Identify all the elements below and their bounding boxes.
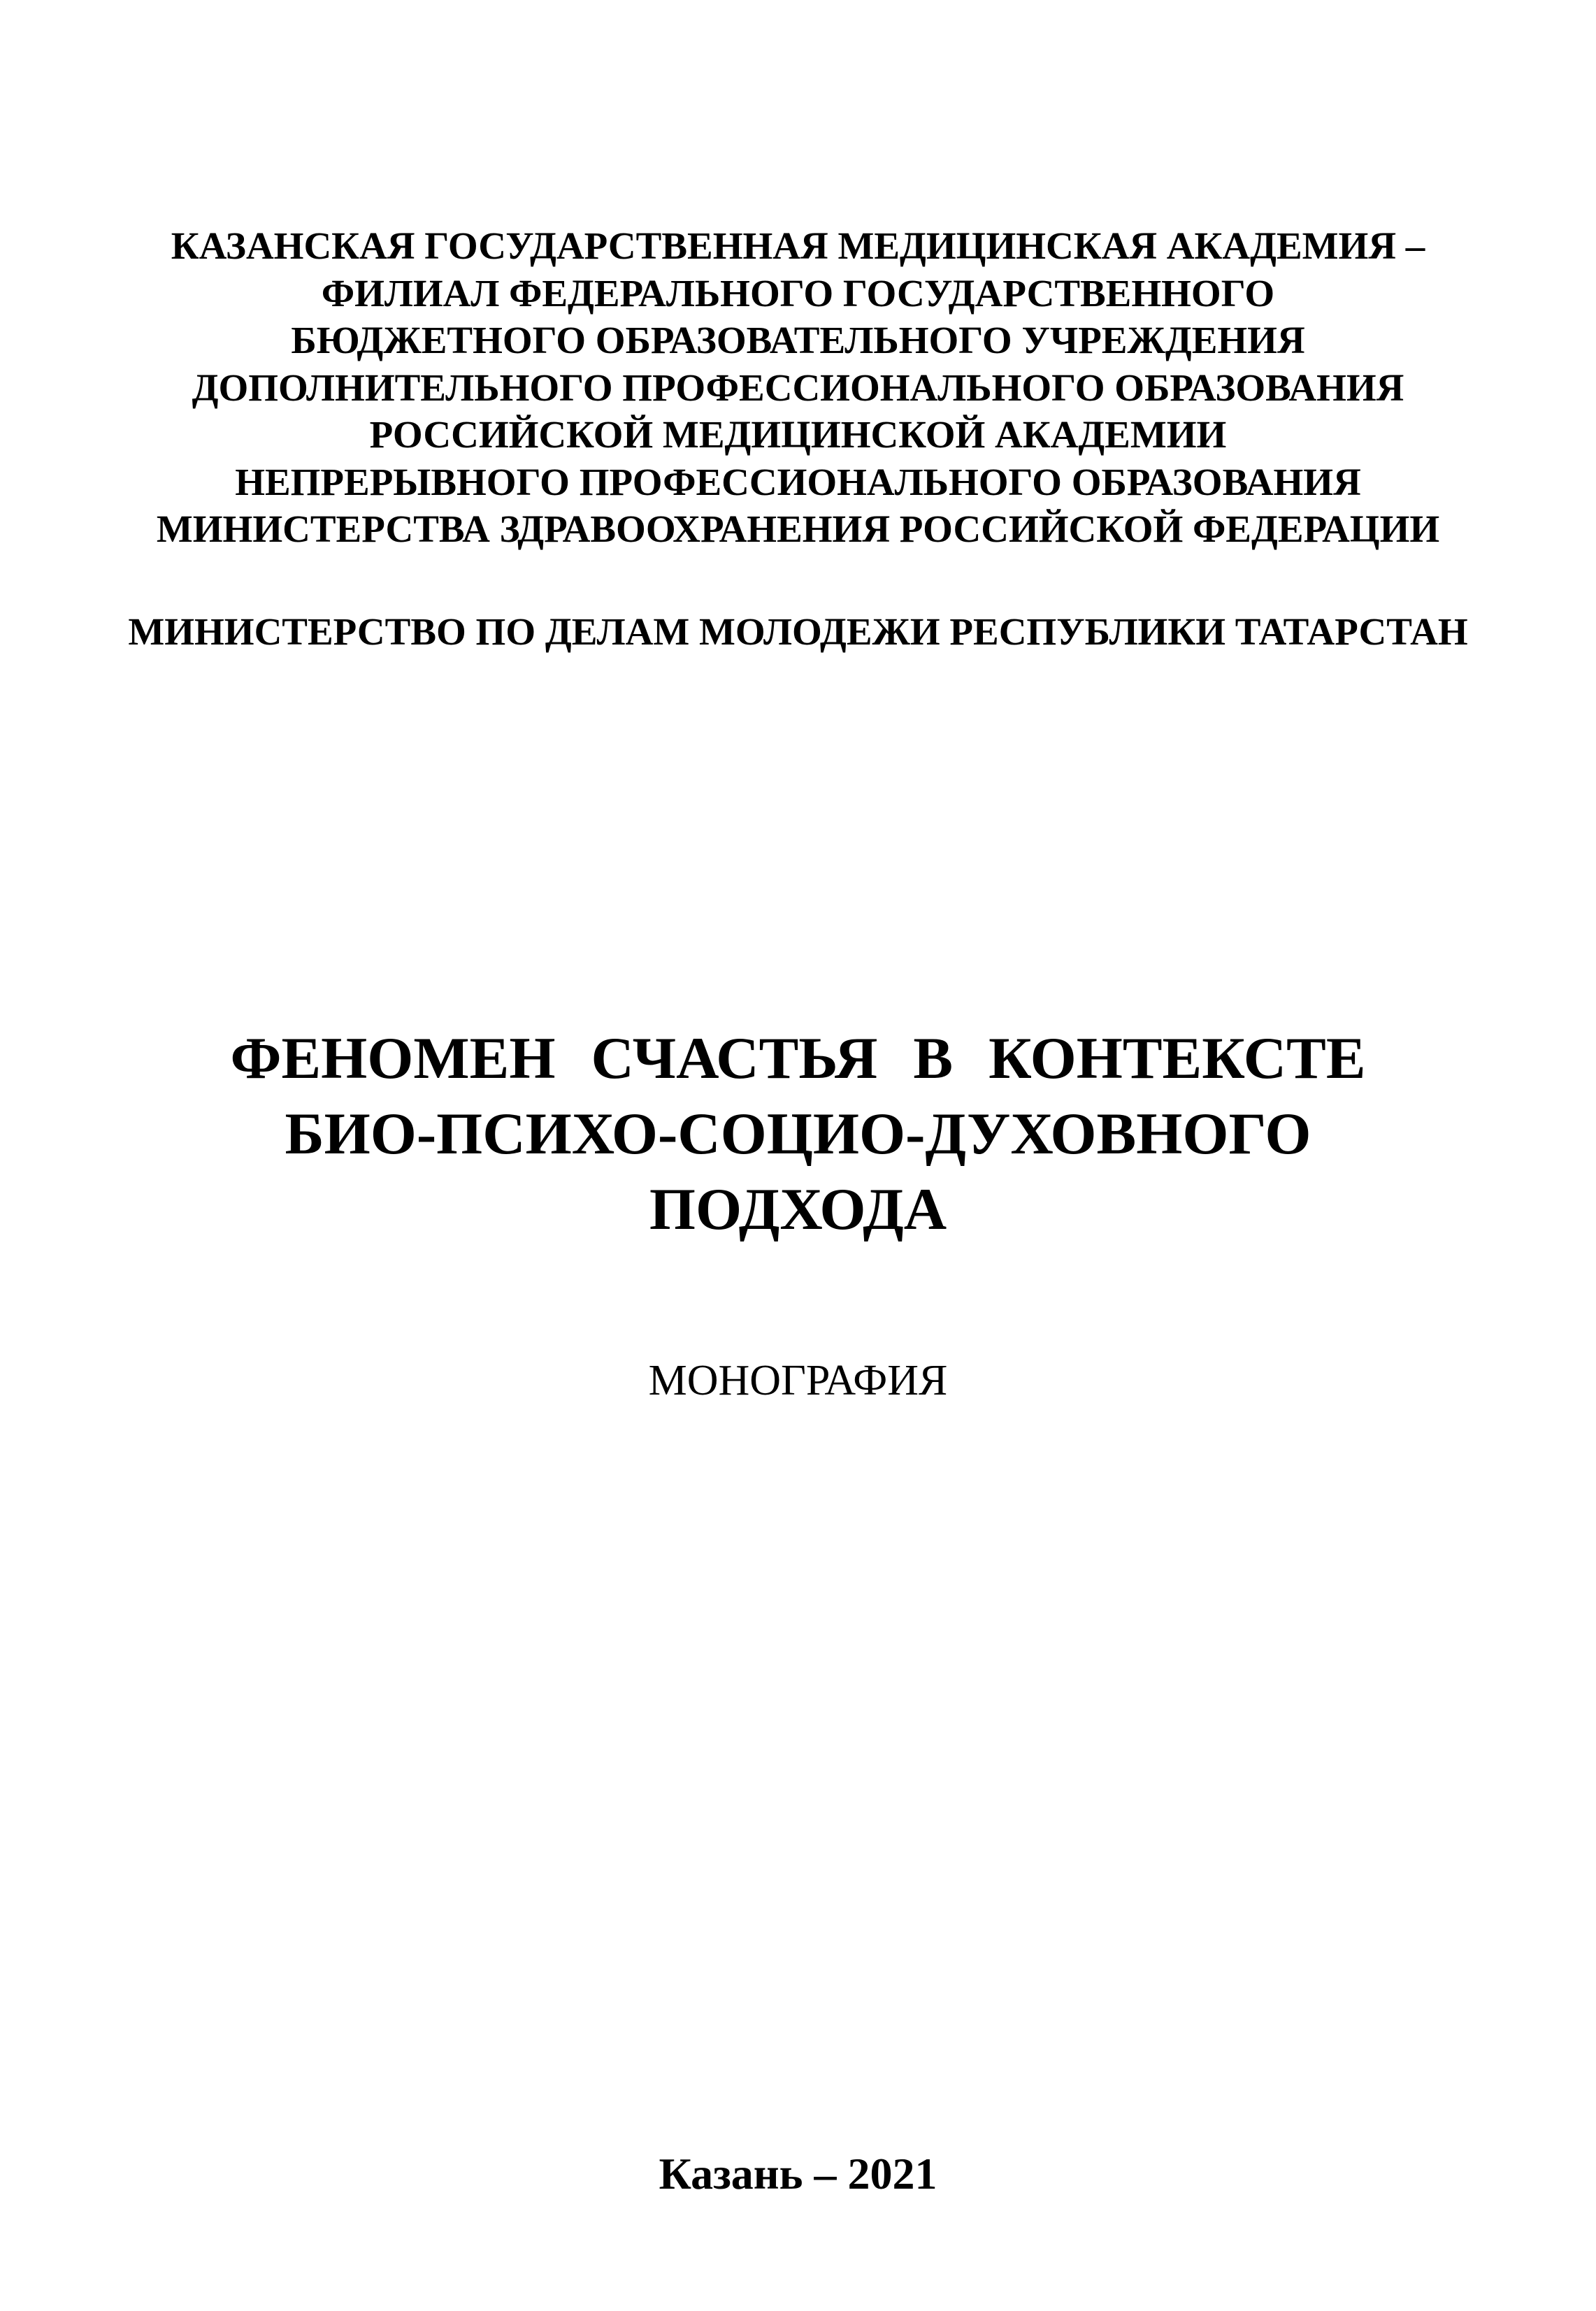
organization-line: КАЗАНСКАЯ ГОСУДАРСТВЕННАЯ МЕДИЦИНСКАЯ АКАДЕМИЯ –	[171, 224, 1425, 267]
organization-line: НЕПРЕРЫВНОГО ПРОФЕССИОНАЛЬНОГО ОБРАЗОВАНИЯ	[235, 460, 1361, 503]
organization-line: БЮДЖЕТНОГО ОБРАЗОВАТЕЛЬНОГО УЧРЕЖДЕНИЯ	[291, 319, 1305, 361]
title-line: ФЕНОМЕН СЧАСТЬЯ В КОНТЕКСТЕ	[230, 1025, 1366, 1091]
organization-line: МИНИСТЕРСТВА ЗДРАВООХРАНЕНИЯ РОССИЙСКОЙ ФЕДЕРАЦИИ	[156, 507, 1440, 550]
organization-line: РОССИЙСКОЙ МЕДИЦИНСКОЙ АКАДЕМИИ	[369, 413, 1227, 456]
title-line: БИО-ПСИХО-СОЦИО-ДУХОВНОГО	[285, 1101, 1311, 1167]
publication-type: МОНОГРАФИЯ	[648, 1357, 948, 1404]
ministry-name: МИНИСТЕРСТВО ПО ДЕЛАМ МОЛОДЕЖИ РЕСПУБЛИКИ ТАТАРСТАН	[128, 610, 1468, 653]
city-year: Казань – 2021	[659, 2149, 937, 2198]
title-line: ПОДХОДА	[649, 1176, 947, 1242]
book-title	[0, 1021, 1596, 1247]
organization-header	[0, 222, 1596, 553]
organization-line: ФИЛИАЛ ФЕДЕРАЛЬНОГО ГОСУДАРСТВЕННОГО	[321, 271, 1275, 315]
organization-line: ДОПОЛНИТЕЛЬНОГО ПРОФЕССИОНАЛЬНОГО ОБРАЗОВАНИЯ	[192, 366, 1404, 409]
